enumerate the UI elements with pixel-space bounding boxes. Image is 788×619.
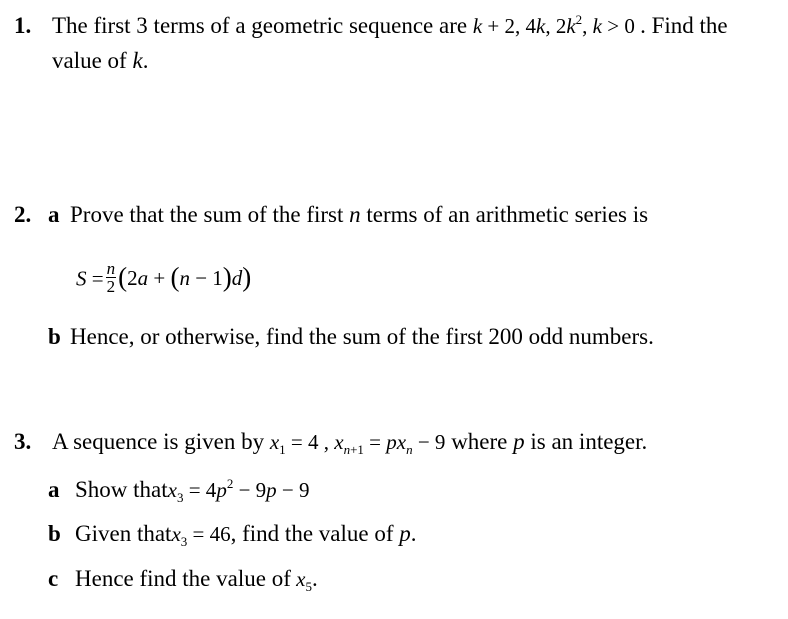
q2-part-a-text: Prove that the sum of the first n terms of an arithmetic series is — [70, 202, 649, 227]
q3-part-c-math: $x_5$ — [296, 567, 312, 594]
q3-part-c-after: . — [311, 566, 318, 591]
q1-number: 1. — [14, 13, 32, 38]
q1-line-2 — [52, 47, 148, 75]
q2-part-a-label: a — [48, 202, 60, 227]
q2-part-b-text: Hence, or otherwise, find the sum of the first 200 odd numbers. — [70, 324, 654, 349]
q2-formula-fraction: $\frac{n}{2}$ — [106, 259, 116, 296]
q3-part-c-label: c — [48, 566, 59, 591]
q1-text-before: The first 3 terms of a geometric sequence are — [52, 13, 468, 38]
q3-part-b-text: Given that — [75, 521, 172, 546]
q3-part-c-text: Hence find the value of — [75, 566, 291, 591]
q3-part-b-label: b — [48, 521, 61, 546]
q2-number: 2. — [14, 202, 32, 227]
q3-part-a-text: Show that — [75, 477, 168, 502]
q3-intro-after: where p is an integer. — [451, 429, 648, 454]
q3-intro-before: A sequence is given by — [52, 429, 265, 454]
q3-number: 3. — [14, 429, 32, 454]
q3-part-b-after: , find the value of p. — [230, 521, 417, 546]
q3-part-b-math: $x_3 = 46$ — [171, 522, 231, 549]
q2-part-b-label: b — [48, 324, 61, 349]
q1-line2-text: value of k. — [52, 48, 149, 73]
q3-part-a-label: a — [48, 477, 60, 502]
q2-formula-body: (2a + (n − 1)d) — [118, 262, 252, 293]
q3-part-a-math: $x_3 = 4p^2 - 9p - 9$ — [167, 476, 310, 505]
q2-formula-lhs: S = — [76, 266, 104, 291]
q2-formula — [76, 259, 252, 298]
q1-text-after: . Find the — [640, 13, 728, 38]
q3-intro-math: $x_1 = 4$ , $x_{n+1} = px_n - 9$ — [269, 430, 446, 457]
q1-terms: k + 2, 4k, $2k^2$, k > 0 — [472, 12, 641, 38]
